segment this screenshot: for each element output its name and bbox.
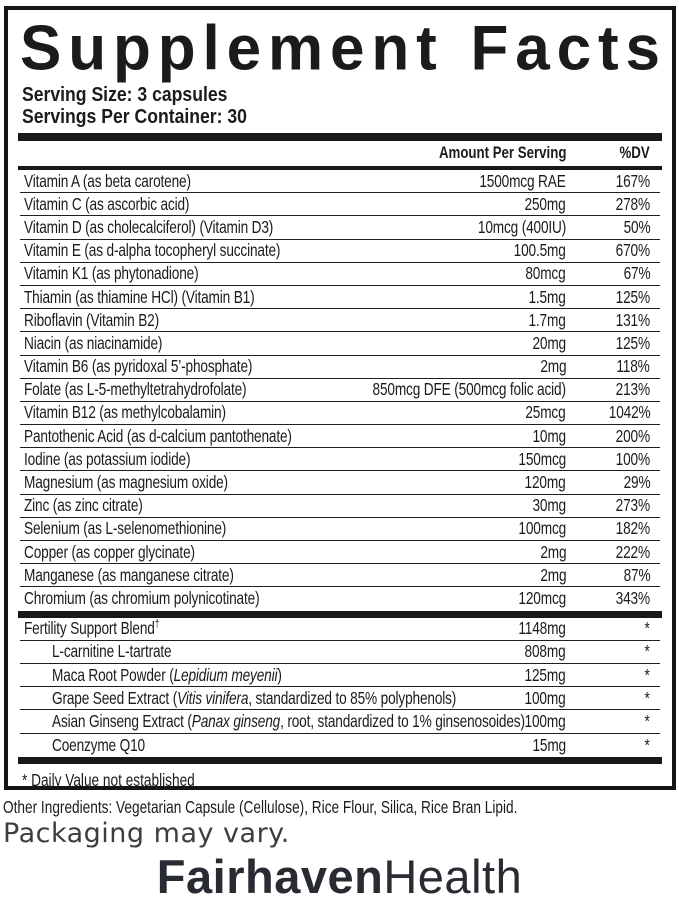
title-letter: e (329, 13, 365, 84)
nutrient-dv: * (644, 664, 650, 685)
brand-name-bold: Fairhaven (156, 850, 384, 903)
nutrient-name: Fertility Support Blend† (24, 618, 160, 639)
nutrient-amount: 100mg (525, 687, 566, 708)
nutrient-row (20, 332, 660, 355)
nutrient-amount: 150mcg (518, 448, 566, 469)
nutrient-dv: 273% (615, 495, 650, 516)
nutrient-row (20, 687, 660, 710)
nutrient-row (20, 495, 660, 518)
nutrient-dv: 100% (615, 448, 650, 469)
nutrient-dv: 87% (623, 564, 650, 585)
nutrient-dv: 29% (623, 472, 650, 493)
nutrient-row (20, 541, 660, 564)
nutrient-dv: 343% (615, 588, 650, 609)
nutrient-row (20, 618, 660, 641)
nutrient-amount: 1148mg (518, 618, 566, 639)
title-letter: n (371, 13, 410, 84)
nutrient-name: L-carnitine L-tartrate (52, 641, 172, 662)
nutrient-amount: 1.5mg (528, 286, 566, 307)
nutrient-dv: 125% (615, 286, 650, 307)
serving-info (22, 84, 660, 128)
divider-bar-footnote (18, 757, 662, 764)
divider-bar-blend (18, 611, 662, 618)
nutrient-row (20, 309, 660, 332)
nutrient-dv: * (644, 710, 650, 731)
nutrient-amount: 125mg (525, 664, 566, 685)
nutrient-amount: 850mcg DFE (500mcg folic acid) (372, 379, 566, 400)
nutrient-row (20, 518, 660, 541)
nutrient-name: Vitamin D (as cholecalciferol) (Vitamin D3) (24, 216, 274, 237)
nutrient-row (20, 471, 660, 494)
nutrient-dv: 200% (615, 425, 650, 446)
title-letter: p (157, 13, 196, 84)
nutrient-name: Zinc (as zinc citrate) (24, 495, 143, 516)
other-ingredients: Other Ingredients: Vegetarian Capsule (Cellulose), Rice Flour, Silica, Rice Bran Lipid. (3, 797, 518, 817)
nutrient-row (20, 425, 660, 448)
nutrient-dv: 67% (623, 263, 650, 284)
nutrient-amount: 2mg (539, 356, 566, 377)
title-letter: u (68, 13, 107, 84)
nutrient-name: Vitamin B6 (as pyridoxal 5’-phosphate) (24, 356, 253, 377)
title-letter: l (202, 13, 220, 84)
nutrient-dv: 167% (615, 170, 650, 191)
nutrient-amount: 20mg (532, 332, 566, 353)
nutrient-name: Chromium (as chromium polynicotinate) (24, 588, 260, 609)
nutrient-dv: 278% (615, 193, 650, 214)
nutrient-dv: 670% (615, 240, 650, 261)
nutrient-amount: 250mg (525, 193, 566, 214)
nutrient-dv: * (644, 641, 650, 662)
title-letter: c (556, 13, 592, 84)
nutrient-amount: 2mg (539, 541, 566, 562)
amount-column-header: Amount Per Serving (438, 143, 566, 162)
nutrient-name: Asian Ginseng Extract (Panax ginseng, root, standardized to 1% ginsenosoides) (52, 710, 525, 731)
nutrient-row (20, 641, 660, 664)
nutrient-amount: 2mg (539, 564, 566, 585)
dv-column-header: %DV (619, 143, 650, 162)
nutrient-dv: 222% (615, 541, 650, 562)
nutrient-row (20, 402, 660, 425)
daily-value-footnote: * Daily Value not established (22, 769, 195, 790)
nutrient-amount: 30mg (532, 495, 566, 516)
nutrient-name: Vitamin B12 (as methylcobalamin) (24, 402, 226, 423)
title-letter: a (515, 13, 550, 84)
nutrient-name: Pantothenic Acid (as d-calcium pantothenate) (24, 425, 292, 446)
nutrient-name: Vitamin A (as beta carotene) (24, 170, 191, 191)
nutrient-name: Copper (as copper glycinate) (24, 541, 195, 562)
blend-table (20, 618, 660, 757)
panel-title (20, 13, 660, 84)
nutrient-amount: 25mcg (525, 402, 566, 423)
nutrient-name: Vitamin K1 (as phytonadione) (24, 263, 199, 284)
servings-per-container: Servings Per Container: 30 (22, 106, 247, 128)
nutrient-row (20, 710, 660, 733)
nutrient-name: Iodine (as potassium iodide) (24, 448, 191, 469)
nutrient-amount: 15mg (532, 734, 566, 755)
nutrient-row (20, 170, 660, 193)
brand-name-light: Health (383, 850, 523, 903)
nutrient-name: Niacin (as niacinamide) (24, 332, 163, 353)
nutrient-amount: 120mcg (518, 588, 566, 609)
serving-size: Serving Size: 3 capsules (22, 84, 228, 106)
nutrient-dv: 182% (615, 518, 650, 539)
nutrient-row (20, 216, 660, 239)
nutrient-dv: 213% (615, 379, 650, 400)
brand-logo (0, 852, 679, 901)
nutrient-name: Vitamin C (as ascorbic acid) (24, 193, 190, 214)
nutrient-row (20, 379, 660, 402)
nutrient-dv: * (644, 618, 650, 639)
nutrient-amount: 1.7mg (528, 309, 566, 330)
dagger-mark: † (154, 618, 160, 631)
nutrient-dv: * (644, 734, 650, 755)
nutrient-name: Magnesium (as magnesium oxide) (24, 472, 228, 493)
nutrient-dv: 50% (623, 216, 650, 237)
packaging-note: Packaging may vary. (3, 818, 290, 849)
title-letter: t (416, 13, 437, 84)
nutrient-dv: 1042% (608, 402, 650, 423)
nutrient-row (20, 286, 660, 309)
title-letter: S (20, 13, 62, 84)
nutrient-amount: 808mg (525, 641, 566, 662)
nutrient-row (20, 734, 660, 757)
nutrient-row (20, 587, 660, 610)
nutrient-name: Thiamin (as thiamine HCl) (Vitamin B1) (24, 286, 255, 307)
title-letter: p (112, 13, 151, 84)
nutrient-name: Selenium (as L-selenomethionine) (24, 518, 227, 539)
nutrient-row (20, 564, 660, 587)
title-letter: s (625, 13, 660, 84)
nutrient-name: Grape Seed Extract (Vitis vinifera, standardized to 85% polyphenols) (52, 687, 457, 708)
nutrient-name: Vitamin E (as d-alpha tocopheryl succinate) (24, 240, 281, 261)
nutrient-dv: 131% (615, 309, 650, 330)
nutrient-row (20, 356, 660, 379)
supplement-facts-panel (4, 6, 676, 790)
nutrient-name: Maca Root Powder (Lepidium meyenii) (52, 664, 282, 685)
nutrient-dv: * (644, 687, 650, 708)
nutrient-amount: 1500mcg RAE (479, 170, 566, 191)
nutrient-name: Coenzyme Q10 (52, 734, 145, 755)
nutrient-row (20, 193, 660, 216)
title-letter: e (226, 13, 262, 84)
nutrient-row (20, 448, 660, 471)
column-header-row (20, 141, 660, 166)
title-letter: t (597, 13, 619, 84)
nutrient-row (20, 263, 660, 286)
nutrient-row (20, 240, 660, 263)
nutrient-amount: 100mcg (518, 518, 566, 539)
nutrient-dv: 125% (615, 332, 650, 353)
nutrient-amount: 10mcg (400IU) (477, 216, 566, 237)
nutrient-name: Riboflavin (Vitamin B2) (24, 309, 160, 330)
nutrient-table (20, 170, 660, 611)
title-letter: F (470, 13, 509, 84)
title-letter: m (267, 13, 324, 84)
divider-bar-top (18, 133, 662, 141)
nutrient-name: Folate (as L-5-methyltetrahydrofolate) (24, 379, 247, 400)
nutrient-amount: 10mg (532, 425, 566, 446)
nutrient-dv: 118% (616, 356, 650, 377)
nutrient-amount: 100mg (525, 710, 566, 731)
nutrient-amount: 80mcg (525, 263, 566, 284)
nutrient-row (20, 664, 660, 687)
nutrient-name: Manganese (as manganese citrate) (24, 564, 234, 585)
nutrient-amount: 100.5mg (513, 240, 566, 261)
nutrient-amount: 120mg (525, 472, 566, 493)
